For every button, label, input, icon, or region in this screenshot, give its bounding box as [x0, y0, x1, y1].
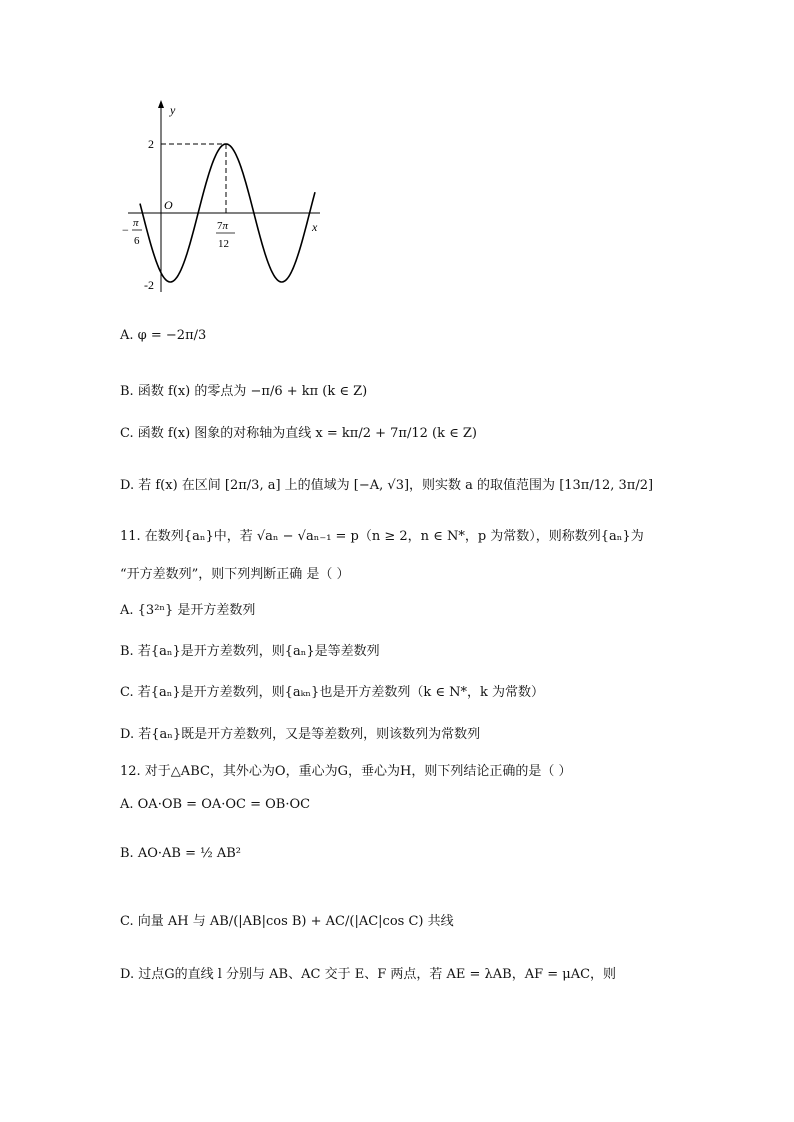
x-left-tick-num: π: [133, 217, 139, 229]
q11-option-d: D. 若{aₙ}既是开方差数列，又是等差数列，则该数列为常数列: [120, 727, 481, 742]
x-mid-tick-den: 12: [218, 238, 229, 250]
q12-option-a: A. OA·OB = OA·OC = OB·OC: [120, 797, 311, 812]
q10-option-c: C. 函数 f(x) 图象的对称轴为直线 x = kπ/2 + 7π/12 (k ∈ Z): [120, 426, 477, 441]
q10-option-d: D. 若 f(x) 在区间 [2π/3, a] 上的值域为 [−A, √3]，则实数 a 的取值范围为 [13π/12, 3π/2]: [120, 478, 654, 493]
sine-graph: [110, 96, 330, 296]
q11-option-b: B. 若{aₙ}是开方差数列，则{aₙ}是等差数列: [120, 644, 380, 659]
q10-option-b: B. 函数 f(x) 的零点为 −π/6 + kπ (k ∈ Z): [120, 384, 368, 399]
q11-option-c: C. 若{aₙ}是开方差数列，则{aₖₙ}也是开方差数列（k ∈ N*，k 为常数）: [120, 685, 544, 700]
x-left-tick-den: 6: [134, 235, 140, 247]
x-left-tick-label: −: [122, 223, 129, 237]
q10-option-a: A. φ = −2π/3: [120, 328, 207, 343]
q12-option-c: C. 向量 AH 与 AB/(|AB|cos B) + AC/(|AC|cos C) 共线: [120, 914, 454, 929]
q11-option-a: A. {3²ⁿ} 是开方差数列: [120, 603, 256, 618]
x-mid-tick-num: 7π: [217, 220, 229, 232]
y-min-label: -2: [144, 278, 154, 292]
q11-stem-line1: 11. 在数列{aₙ}中，若 √aₙ − √aₙ₋₁ = p（n ≥ 2，n ∈ N*，p 为常数），则称数列{aₙ}为: [120, 529, 644, 544]
q11-stem-line2: “开方差数列”，则下列判断正确 是（ ）: [120, 567, 350, 582]
x-axis-label: x: [312, 220, 318, 234]
y-max-label: 2: [148, 137, 154, 151]
origin-label: O: [164, 198, 173, 212]
q12-option-b: B. AO·AB = ½ AB²: [120, 846, 241, 861]
q12-stem: 12. 对于△ABC，其外心为O，重心为G，垂心为H，则下列结论正确的是（ ）: [120, 764, 572, 779]
y-arrow: [158, 100, 164, 108]
y-axis-label: y: [170, 103, 176, 117]
q12-option-d: D. 过点G的直线 l 分别与 AB、AC 交于 E、F 两点，若 AE = λAB，AF = μAC，则: [120, 967, 617, 982]
